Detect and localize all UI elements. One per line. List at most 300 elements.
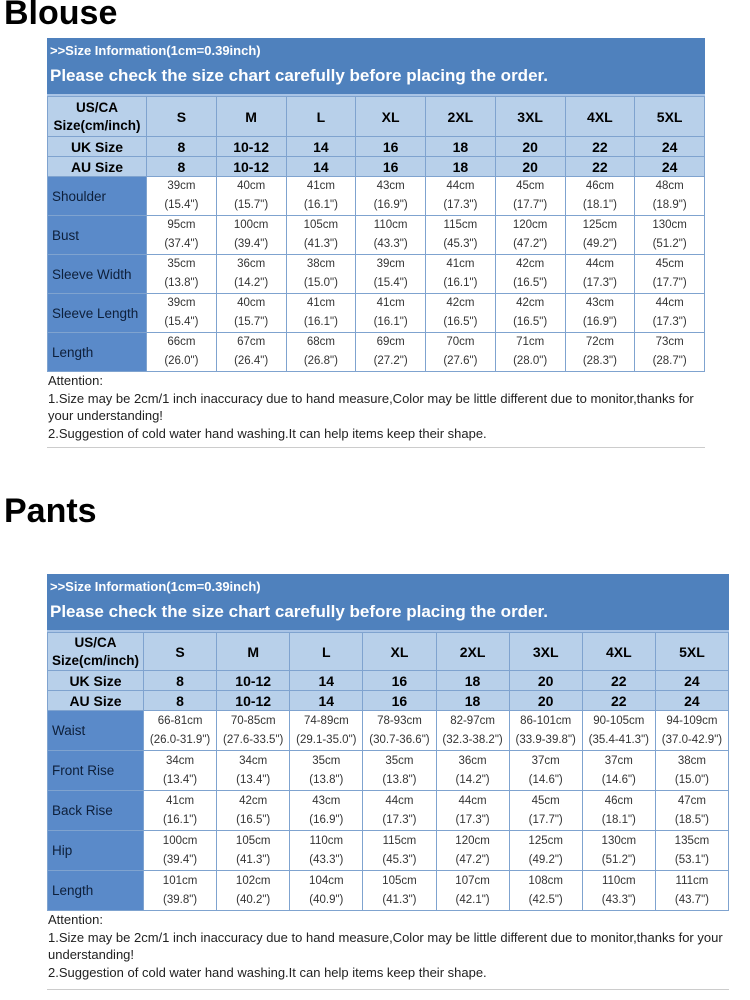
- measurement-label: Back Rise: [48, 791, 144, 831]
- cm-value: 74-89cm: [303, 714, 349, 727]
- inch-value: (17.3"): [455, 813, 490, 826]
- measurement-row: [48, 791, 729, 831]
- inch-value: (16.5"): [443, 316, 478, 328]
- measurement-cell: [363, 831, 436, 871]
- measurement-cell: [565, 255, 635, 294]
- measurement-cell: [436, 871, 509, 911]
- measurement-cell: [147, 177, 217, 216]
- au-size-value: 10-12: [216, 157, 286, 177]
- measurement-cell: [635, 294, 705, 333]
- inch-value: (32.3-38.2"): [442, 733, 503, 746]
- cm-value: 42cm: [516, 258, 545, 270]
- size-label: 3XL: [495, 97, 565, 137]
- pants-title: Pants: [4, 492, 97, 530]
- inch-value: (17.7"): [652, 277, 687, 289]
- cm-value: 100cm: [233, 219, 269, 231]
- au-size-value: 14: [286, 157, 356, 177]
- inch-value: (15.7"): [234, 316, 269, 328]
- cm-value: 40cm: [237, 297, 266, 309]
- cm-value: 104cm: [309, 874, 344, 887]
- measurement-cell: [509, 831, 582, 871]
- uk-size-row: [48, 137, 705, 157]
- au-size-value: 20: [495, 157, 565, 177]
- size-info-banner: [47, 574, 729, 632]
- cm-value: 41cm: [166, 794, 195, 807]
- cm-value: 86-101cm: [520, 714, 572, 727]
- size-label: M: [216, 97, 286, 137]
- inch-value: (30.7-36.6"): [369, 733, 430, 746]
- cm-value: 41cm: [376, 297, 405, 309]
- cm-value: 39cm: [167, 297, 196, 309]
- cm-value: 43cm: [376, 180, 405, 192]
- size-header-row: [48, 97, 705, 137]
- cm-value: 73cm: [655, 336, 684, 348]
- cm-value: 72cm: [585, 336, 614, 348]
- cm-value: 100cm: [162, 834, 198, 847]
- cm-value: 115cm: [443, 219, 478, 231]
- inch-value: (13.8"): [309, 773, 344, 786]
- measurement-cell: [495, 294, 565, 333]
- measurement-cell: [286, 294, 356, 333]
- cm-value: 45cm: [516, 180, 545, 192]
- cm-value: 46cm: [604, 794, 633, 807]
- cm-value: 105cm: [235, 834, 271, 847]
- measurement-cell: [426, 177, 496, 216]
- au-size-value: 8: [144, 691, 217, 711]
- inch-value: (15.0"): [674, 773, 709, 786]
- measurement-cell: [509, 711, 582, 751]
- cm-value: 105cm: [382, 874, 417, 887]
- measurement-cell: [655, 871, 728, 911]
- measurement-label: Shoulder: [48, 177, 147, 216]
- measurement-cell: [436, 751, 509, 791]
- cm-value: 108cm: [528, 874, 563, 887]
- measurement-cell: [290, 831, 363, 871]
- uk-size-value: 22: [582, 671, 655, 691]
- cm-value: 45cm: [531, 794, 560, 807]
- inch-value: (15.4"): [164, 316, 199, 328]
- cm-value: 45cm: [655, 258, 684, 270]
- measurement-cell: [286, 177, 356, 216]
- inch-value: (15.4"): [164, 199, 199, 211]
- size-info-text: >>Size Information(1cm=0.39inch): [50, 579, 261, 594]
- measurement-cell: [635, 216, 705, 255]
- cm-value: 48cm: [655, 180, 684, 192]
- cm-value: 135cm: [674, 834, 710, 847]
- measurement-row: [48, 333, 705, 372]
- cm-value: 41cm: [306, 180, 335, 192]
- cm-value: 95cm: [167, 219, 196, 231]
- inch-value: (47.2"): [455, 853, 490, 866]
- cm-value: 42cm: [239, 794, 268, 807]
- measurement-row: [48, 177, 705, 216]
- uk-size-value: 10-12: [216, 137, 286, 157]
- cm-value: 35cm: [385, 754, 414, 767]
- inch-value: (13.4"): [236, 773, 271, 786]
- inch-value: (43.3"): [373, 238, 408, 250]
- size-label: XL: [356, 97, 426, 137]
- measurement-row: [48, 871, 729, 911]
- measurement-cell: [216, 216, 286, 255]
- measurement-cell: [495, 333, 565, 372]
- inch-value: (28.7"): [652, 355, 687, 367]
- cm-value: 39cm: [167, 180, 196, 192]
- inch-value: (51.2"): [601, 853, 636, 866]
- cm-value: 111cm: [675, 874, 709, 887]
- measurement-cell: [436, 791, 509, 831]
- measurement-cell: [426, 255, 496, 294]
- measurement-cell: [217, 791, 290, 831]
- cm-value: 43cm: [585, 297, 614, 309]
- measurement-cell: [426, 294, 496, 333]
- inch-value: (16.1"): [303, 316, 338, 328]
- inch-value: (29.1-35.0"): [296, 733, 357, 746]
- measurement-cell: [290, 791, 363, 831]
- measurement-cell: [356, 294, 426, 333]
- size-label: M: [217, 633, 290, 671]
- inch-value: (49.2"): [582, 238, 617, 250]
- size-label: 5XL: [655, 633, 728, 671]
- uk-size-value: 18: [426, 137, 496, 157]
- au-size-value: 22: [565, 157, 635, 177]
- inch-value: (41.3"): [236, 853, 271, 866]
- cm-value: 36cm: [458, 754, 487, 767]
- measurement-cell: [436, 831, 509, 871]
- inch-value: (41.3"): [303, 238, 338, 250]
- cm-value: 42cm: [516, 297, 545, 309]
- inch-value: (40.9"): [309, 893, 344, 906]
- cm-value: 43cm: [312, 794, 341, 807]
- inch-value: (45.3"): [382, 853, 417, 866]
- inch-value: (53.1"): [674, 853, 709, 866]
- cm-value: 94-109cm: [666, 714, 718, 727]
- attention-line: Attention:: [48, 373, 103, 388]
- cm-value: 101cm: [162, 874, 198, 887]
- measurement-label: Waist: [48, 711, 144, 751]
- size-label: S: [147, 97, 217, 137]
- au-size-value: 24: [655, 691, 728, 711]
- cm-value: 34cm: [239, 754, 268, 767]
- measurement-cell: [144, 831, 217, 871]
- au-size-value: 22: [582, 691, 655, 711]
- inch-value: (13.8"): [382, 773, 417, 786]
- cm-value: 37cm: [531, 754, 560, 767]
- uk-size-value: 8: [144, 671, 217, 691]
- measurement-cell: [216, 177, 286, 216]
- cm-value: 105cm: [303, 219, 339, 231]
- measurement-cell: [147, 216, 217, 255]
- uk-size-label: UK Size: [48, 671, 144, 691]
- attention-line: 1.Size may be 2cm/1 inch inaccuracy due to hand measure,Color may be little different due to monitor,thanks for your understanding!: [48, 929, 723, 962]
- size-header-label: US/CA Size(cm/inch): [48, 97, 147, 137]
- pants-size-chart: [47, 574, 729, 990]
- measurement-cell: [582, 831, 655, 871]
- attention-notes: [47, 372, 705, 448]
- measurement-cell: [147, 333, 217, 372]
- au-size-value: 18: [436, 691, 509, 711]
- measurement-label: Bust: [48, 216, 147, 255]
- measurement-cell: [635, 255, 705, 294]
- inch-value: (43.3"): [601, 893, 636, 906]
- measurement-cell: [216, 333, 286, 372]
- cm-value: 37cm: [604, 754, 633, 767]
- size-label: 4XL: [582, 633, 655, 671]
- inch-value: (14.2"): [234, 277, 269, 289]
- inch-value: (16.1"): [303, 199, 338, 211]
- inch-value: (40.2"): [236, 893, 271, 906]
- measurement-row: [48, 831, 729, 871]
- attention-line: 2.Suggestion of cold water hand washing.It can help items keep their shape.: [48, 964, 487, 980]
- cm-value: 125cm: [582, 219, 618, 231]
- inch-value: (41.3"): [382, 893, 417, 906]
- inch-value: (15.0"): [303, 277, 338, 289]
- size-label: L: [290, 633, 363, 671]
- cm-value: 70-85cm: [230, 714, 276, 727]
- cm-value: 68cm: [306, 336, 335, 348]
- notice-text: Please check the size chart carefully before placing the order.: [50, 66, 548, 85]
- inch-value: (14.2"): [455, 773, 490, 786]
- au-size-value: 24: [635, 157, 705, 177]
- measurement-cell: [495, 177, 565, 216]
- measurement-cell: [144, 791, 217, 831]
- inch-value: (14.6"): [528, 773, 563, 786]
- uk-size-value: 8: [147, 137, 217, 157]
- inch-value: (43.7"): [674, 893, 709, 906]
- measurement-label: Front Rise: [48, 751, 144, 791]
- cm-value: 66cm: [167, 336, 196, 348]
- measurement-cell: [582, 871, 655, 911]
- measurement-cell: [582, 791, 655, 831]
- inch-value: (26.0-31.9"): [149, 733, 211, 746]
- inch-value: (17.7"): [513, 199, 548, 211]
- cm-value: 125cm: [528, 834, 563, 847]
- measurement-cell: [286, 255, 356, 294]
- cm-value: 47cm: [677, 794, 706, 807]
- au-size-value: 8: [147, 157, 217, 177]
- cm-value: 44cm: [446, 180, 475, 192]
- inch-value: (18.1"): [582, 199, 617, 211]
- inch-value: (42.5"): [528, 893, 563, 906]
- inch-value: (16.1"): [443, 277, 478, 289]
- inch-value: (35.4-41.3"): [588, 733, 649, 746]
- inch-value: (26.8"): [303, 355, 338, 367]
- cm-value: 69cm: [376, 336, 405, 348]
- inch-value: (28.0"): [513, 355, 548, 367]
- measurement-cell: [144, 751, 217, 791]
- measurement-cell: [286, 216, 356, 255]
- inch-value: (26.0"): [164, 355, 199, 367]
- size-label: 3XL: [509, 633, 582, 671]
- measurement-cell: [509, 751, 582, 791]
- size-header-row: [48, 633, 729, 671]
- uk-size-value: 18: [436, 671, 509, 691]
- inch-value: (16.9"): [582, 316, 617, 328]
- measurement-row: [48, 216, 705, 255]
- cm-value: 44cm: [585, 258, 614, 270]
- measurement-cell: [290, 751, 363, 791]
- cm-value: 102cm: [235, 874, 271, 887]
- cm-value: 35cm: [312, 754, 341, 767]
- uk-size-value: 24: [635, 137, 705, 157]
- cm-value: 42cm: [446, 297, 475, 309]
- cm-value: 35cm: [167, 258, 196, 270]
- measurement-cell: [565, 294, 635, 333]
- inch-value: (49.2"): [528, 853, 563, 866]
- measurement-cell: [290, 711, 363, 751]
- cm-value: 67cm: [237, 336, 266, 348]
- measurement-cell: [217, 711, 290, 751]
- measurement-cell: [582, 751, 655, 791]
- measurement-cell: [363, 711, 436, 751]
- uk-size-value: 14: [290, 671, 363, 691]
- size-header-label: US/CA Size(cm/inch): [48, 633, 144, 671]
- inch-value: (28.3"): [582, 355, 617, 367]
- size-table: [47, 632, 729, 911]
- cm-value: 44cm: [458, 794, 487, 807]
- inch-value: (16.5"): [236, 813, 271, 826]
- cm-value: 34cm: [166, 754, 195, 767]
- inch-value: (37.4"): [164, 238, 199, 250]
- size-label: 4XL: [565, 97, 635, 137]
- au-size-label: AU Size: [48, 157, 147, 177]
- inch-value: (17.3"): [652, 316, 687, 328]
- inch-value: (17.7"): [528, 813, 563, 826]
- inch-value: (17.3"): [582, 277, 617, 289]
- cm-value: 38cm: [677, 754, 706, 767]
- cm-value: 120cm: [512, 219, 548, 231]
- measurement-cell: [509, 871, 582, 911]
- uk-size-value: 24: [655, 671, 728, 691]
- cm-value: 66-81cm: [157, 714, 203, 727]
- attention-line: 2.Suggestion of cold water hand washing.It can help items keep their shape.: [48, 425, 487, 441]
- size-info-text: >>Size Information(1cm=0.39inch): [50, 43, 261, 58]
- measurement-cell: [655, 831, 728, 871]
- inch-value: (47.2"): [513, 238, 548, 250]
- cm-value: 90-105cm: [593, 714, 645, 727]
- inch-value: (37.0-42.9"): [661, 733, 723, 746]
- inch-value: (16.1"): [163, 813, 198, 826]
- blouse-title: Blouse: [4, 0, 118, 32]
- measurement-row: [48, 294, 705, 333]
- size-label: 2XL: [426, 97, 496, 137]
- inch-value: (27.6"): [443, 355, 478, 367]
- measurement-cell: [286, 333, 356, 372]
- inch-value: (16.9"): [309, 813, 344, 826]
- inch-value: (51.2"): [652, 238, 687, 250]
- inch-value: (39.4"): [234, 238, 269, 250]
- size-label: 5XL: [635, 97, 705, 137]
- measurement-cell: [147, 255, 217, 294]
- measurement-cell: [363, 751, 436, 791]
- uk-size-value: 14: [286, 137, 356, 157]
- inch-value: (39.8"): [163, 893, 198, 906]
- uk-size-label: UK Size: [48, 137, 147, 157]
- measurement-cell: [356, 177, 426, 216]
- cm-value: 110cm: [373, 219, 408, 231]
- cm-value: 39cm: [376, 258, 405, 270]
- measurement-cell: [217, 751, 290, 791]
- size-table: [47, 96, 705, 372]
- measurement-label: Sleeve Length: [48, 294, 147, 333]
- measurement-cell: [582, 711, 655, 751]
- uk-size-value: 20: [509, 671, 582, 691]
- inch-value: (16.1"): [373, 316, 408, 328]
- cm-value: 110cm: [601, 874, 636, 887]
- uk-size-value: 16: [363, 671, 436, 691]
- inch-value: (42.1"): [455, 893, 490, 906]
- measurement-cell: [217, 831, 290, 871]
- inch-value: (18.5"): [674, 813, 709, 826]
- attention-notes: [47, 911, 729, 990]
- notice-text: Please check the size chart carefully before placing the order.: [50, 602, 548, 621]
- measurement-cell: [356, 255, 426, 294]
- au-size-value: 18: [426, 157, 496, 177]
- cm-value: 38cm: [306, 258, 335, 270]
- inch-value: (39.4"): [163, 853, 198, 866]
- measurement-cell: [635, 333, 705, 372]
- measurement-row: [48, 711, 729, 751]
- measurement-cell: [216, 255, 286, 294]
- inch-value: (45.3"): [443, 238, 478, 250]
- measurement-cell: [144, 871, 217, 911]
- size-label: 2XL: [436, 633, 509, 671]
- cm-value: 41cm: [306, 297, 335, 309]
- inch-value: (17.3"): [443, 199, 478, 211]
- measurement-cell: [509, 791, 582, 831]
- au-size-row: [48, 691, 729, 711]
- cm-value: 120cm: [455, 834, 490, 847]
- cm-value: 115cm: [382, 834, 417, 847]
- inch-value: (16.5"): [513, 277, 548, 289]
- cm-value: 110cm: [309, 834, 344, 847]
- au-size-row: [48, 157, 705, 177]
- inch-value: (16.5"): [513, 316, 548, 328]
- au-size-value: 16: [356, 157, 426, 177]
- cm-value: 36cm: [237, 258, 266, 270]
- measurement-cell: [495, 255, 565, 294]
- measurement-cell: [495, 216, 565, 255]
- measurement-cell: [217, 871, 290, 911]
- cm-value: 44cm: [655, 297, 684, 309]
- au-size-label: AU Size: [48, 691, 144, 711]
- cm-value: 40cm: [237, 180, 266, 192]
- uk-size-value: 22: [565, 137, 635, 157]
- measurement-cell: [144, 711, 217, 751]
- measurement-cell: [356, 216, 426, 255]
- measurement-cell: [426, 333, 496, 372]
- cm-value: 71cm: [516, 336, 545, 348]
- au-size-value: 14: [290, 691, 363, 711]
- uk-size-row: [48, 671, 729, 691]
- inch-value: (15.4"): [373, 277, 408, 289]
- cm-value: 41cm: [446, 258, 475, 270]
- uk-size-value: 16: [356, 137, 426, 157]
- cm-value: 107cm: [455, 874, 490, 887]
- measurement-cell: [655, 791, 728, 831]
- cm-value: 130cm: [652, 219, 687, 231]
- size-label: L: [286, 97, 356, 137]
- measurement-cell: [436, 711, 509, 751]
- measurement-cell: [565, 333, 635, 372]
- measurement-cell: [635, 177, 705, 216]
- measurement-cell: [147, 294, 217, 333]
- measurement-cell: [655, 711, 728, 751]
- au-size-value: 20: [509, 691, 582, 711]
- inch-value: (18.1"): [601, 813, 636, 826]
- measurement-row: [48, 751, 729, 791]
- blouse-size-chart: [47, 38, 705, 448]
- measurement-cell: [426, 216, 496, 255]
